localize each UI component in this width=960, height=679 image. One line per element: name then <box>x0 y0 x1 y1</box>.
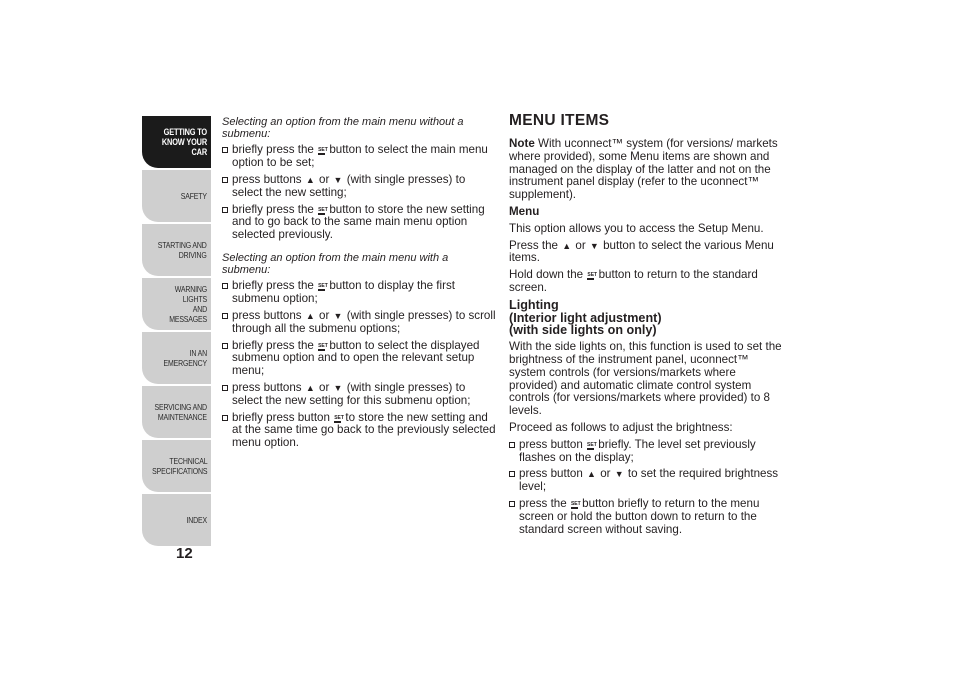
steps-with-submenu <box>222 280 497 450</box>
checkbox-bullet-icon <box>222 207 228 213</box>
tab-technical-specifications[interactable] <box>142 440 211 492</box>
checkbox-bullet-icon <box>222 343 228 349</box>
list-item: press buttons ▲ or ▼ (with single presses) to scroll through all the submenu options; <box>222 310 497 336</box>
down-button-icon: ▼ <box>333 382 343 393</box>
down-button-icon: ▼ <box>333 175 343 185</box>
tab-servicing-and-maintenance[interactable] <box>142 386 211 438</box>
tab-safety[interactable] <box>142 170 211 222</box>
list-item: briefly press button SET to store the new setting and at the same time go back to the previously selected menu option. <box>222 412 497 450</box>
tab-label: SAFETY <box>180 191 207 201</box>
set-button-icon: SET <box>570 500 581 507</box>
set-button-icon: SET <box>587 272 598 279</box>
set-button-icon: SET <box>318 342 328 349</box>
right-column <box>509 113 784 540</box>
set-button-icon: SET <box>334 414 344 421</box>
down-button-icon: ▼ <box>333 310 343 321</box>
up-button-icon: ▲ <box>562 240 572 251</box>
down-button-icon: ▼ <box>589 240 599 251</box>
note-label: Note <box>509 137 535 150</box>
lighting-heading: Lighting (Interior light adjustment) (with side lights on only) <box>509 297 662 338</box>
tab-warning-lights[interactable] <box>142 278 211 330</box>
lighting-paragraph-2: Proceed as follows to adjust the brightness: <box>509 420 733 434</box>
list-item: press button ▲ or ▼ to set the required brightness level; <box>509 468 784 494</box>
set-button-icon: SET <box>318 206 328 213</box>
chapter-sidebar <box>142 116 211 548</box>
menu-paragraph-3: Hold down the SET button to return to the standard screen. <box>509 268 758 294</box>
set-button-icon: SET <box>318 283 328 290</box>
section-title: MENU ITEMS <box>509 112 610 129</box>
tab-getting-to-know-your-car[interactable] <box>142 116 211 168</box>
list-item: press button SET briefly. The level set previously flashes on the display; <box>509 439 784 465</box>
tab-label: TECHNICAL SPECIFICATIONS <box>151 456 207 476</box>
steps-brightness <box>509 439 784 537</box>
checkbox-bullet-icon <box>222 147 228 153</box>
intro-with-submenu: Selecting an option from the main menu with a submenu: <box>222 251 449 277</box>
list-item: briefly press the SET button to select the displayed submenu option and to open the relevant setup menu; <box>222 340 497 378</box>
tab-label: INDEX <box>186 515 207 525</box>
tab-starting-and-driving[interactable] <box>142 224 211 276</box>
intro-no-submenu: Selecting an option from the main menu without a submenu: <box>222 116 464 141</box>
list-item: press buttons ▲ or ▼ (with single presses) to select the new setting for this submenu option; <box>222 382 497 408</box>
checkbox-bullet-icon <box>509 442 515 448</box>
menu-paragraph-1: This option allows you to access the Setup Menu. <box>509 221 764 235</box>
up-button-icon: ▲ <box>305 175 315 185</box>
up-button-icon: ▲ <box>587 469 596 480</box>
steps-no-submenu <box>222 144 497 242</box>
up-button-icon: ▲ <box>305 310 315 321</box>
set-button-icon: SET <box>587 441 597 448</box>
tab-label: GETTING TO KNOW YOUR CAR <box>161 127 207 157</box>
checkbox-bullet-icon <box>509 501 515 507</box>
list-item: briefly press the SET button to display the first submenu option; <box>222 280 497 306</box>
list-item: press the SET button briefly to return to the menu screen or hold the button down to return to the standard screen without saving. <box>509 498 784 536</box>
tab-label: SERVICING AND MAINTENANCE <box>154 402 207 422</box>
checkbox-bullet-icon <box>509 471 515 477</box>
tab-label: IN AN EMERGENCY <box>163 348 207 368</box>
menu-heading: Menu <box>509 204 540 218</box>
up-button-icon: ▲ <box>305 382 315 393</box>
note-paragraph: Note With uconnect™ system (for versions/ markets where provided), some Menu items are shown and managed on the display of the latter and not on the instrument panel display (refer to the uconnect™ supplement). <box>509 137 778 202</box>
tab-label: STARTING AND DRIVING <box>158 240 207 260</box>
tab-index[interactable] <box>142 494 211 546</box>
list-item: briefly press the SET button to store the new setting and to go back to the same main menu option selected previously. <box>222 204 497 242</box>
menu-paragraph-2: Press the ▲ or ▼ button to select the various Menu items. <box>509 238 774 265</box>
checkbox-bullet-icon <box>222 177 228 183</box>
checkbox-bullet-icon <box>222 415 228 421</box>
checkbox-bullet-icon <box>222 313 228 319</box>
lighting-paragraph-1: With the side lights on, this function is used to set the brightness of the instrument panel, uconnect™ system controls (for versions/markets where provided) and automatic climate control system controls (for versions/markets where provided) to 8 levels. <box>509 340 782 418</box>
list-item: briefly press the SET button to select the main menu option to be set; <box>222 144 497 170</box>
list-item: press buttons ▲ or ▼ (with single presses) to select the new setting; <box>222 174 497 200</box>
tab-label: WARNING LIGHTS AND MESSAGES <box>169 284 207 324</box>
page-number: 12 <box>176 545 193 562</box>
checkbox-bullet-icon <box>222 385 228 391</box>
tab-in-an-emergency[interactable] <box>142 332 211 384</box>
checkbox-bullet-icon <box>222 283 228 289</box>
set-button-icon: SET <box>318 147 328 154</box>
left-column <box>222 116 497 454</box>
down-button-icon: ▼ <box>614 469 624 480</box>
